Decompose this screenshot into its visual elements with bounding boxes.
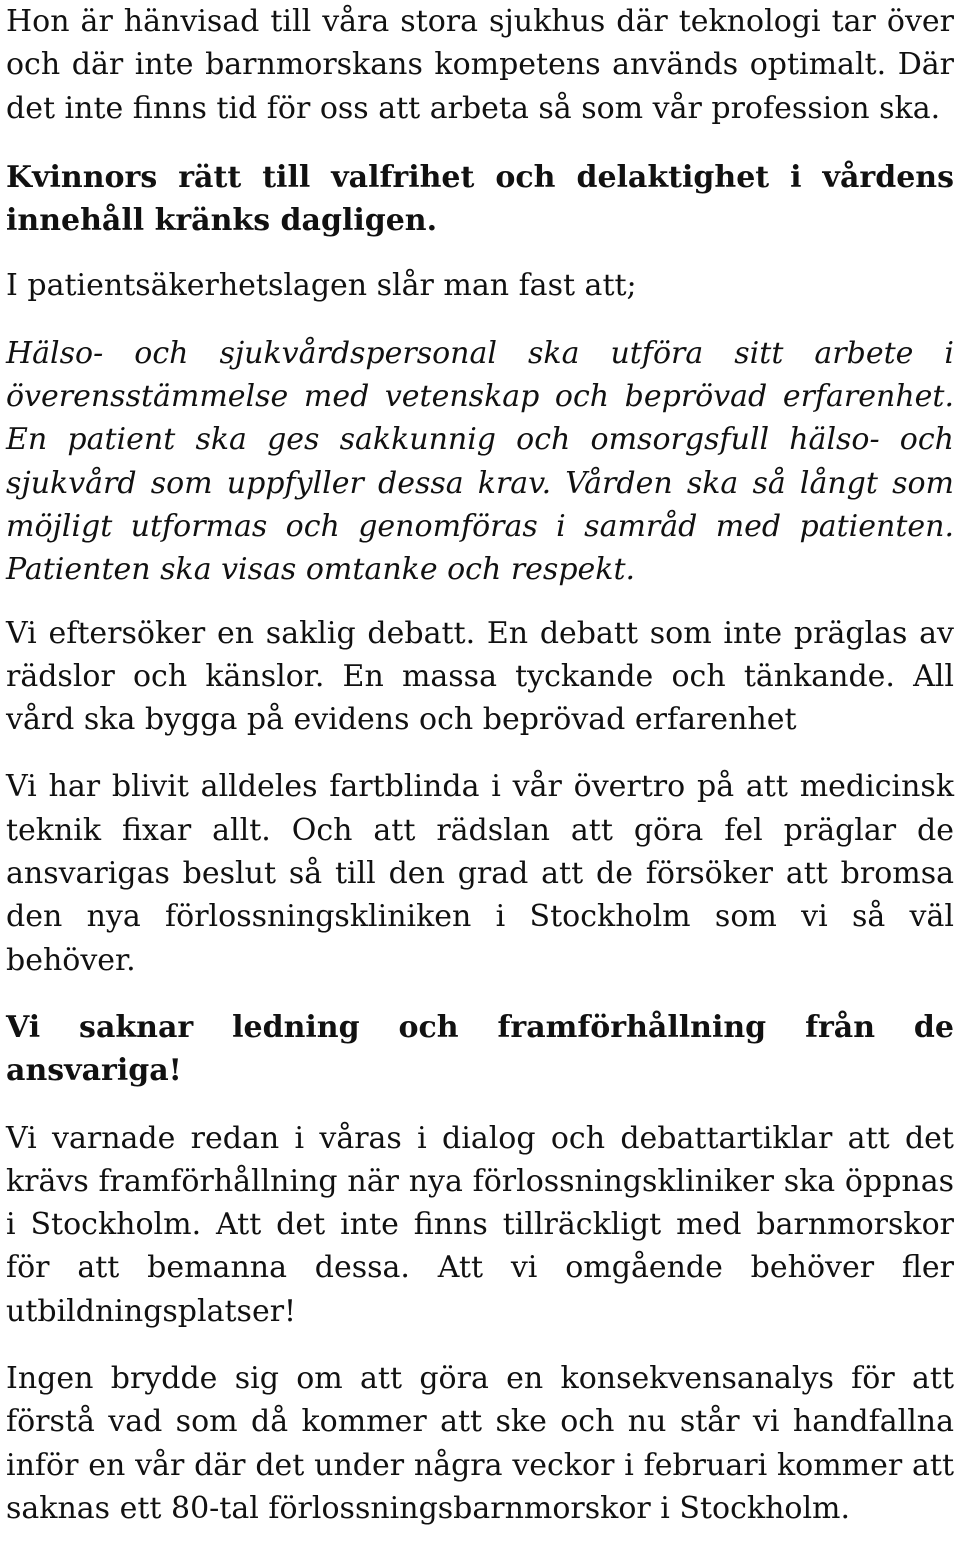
quote-patient-safety-law: Hälso- och sjukvårdspersonal ska utföra sitt arbete i överensstämmelse med vetenskap och beprövad erfarenhet. En patient ska ges sakkunnig och omsorgsfull hälso- och sjukvård som uppfyller dessa krav. Vården ska så långt som möjligt utformas och genomföras i samråd med patienten. Patienten ska visas omtanke och respekt. <box>6 335 954 588</box>
heading-womens-rights: Kvinnors rätt till valfrihet och delaktighet i vårdens innehåll kränks dagligen. <box>6 159 954 239</box>
paragraph-factual-debate: Vi eftersöker en saklig debatt. En debatt som inte präglas av rädslor och känslor. En massa tyckande och tänkande. All vård ska bygga på evidens och beprövad erfarenhet <box>6 615 954 738</box>
paragraph-no-consequence-analysis: Ingen brydde sig om att göra en konsekvensanalys för att förstå vad som då kommer att ske och nu står vi handfallna inför en vår där det under några veckor i februari kommer att saknas ett 80-tal förlossningsbarnmorskor i Stockholm. <box>6 1361 954 1526</box>
paragraph-warning-spring: Vi varnade redan i våras i dialog och debattartiklar att det krävs framförhållning när nya förlossningskliniker ska öppnas i Stockholm. Att det inte finns tillräckligt med barnmorskor för att bemanna dessa. Att vi omgående behöver fler utbildningsplatser! <box>6 1120 954 1329</box>
paragraph-patient-safety-intro: I patientsäkerhetslagen slår man fast att; <box>6 268 637 304</box>
paragraph-hospital-technology: Hon är hänvisad till våra stora sjukhus där teknologi tar över och där inte barnmorskans kompetens används optimalt. Där det inte finns tid för oss att arbeta så som vår profession ska. <box>6 4 954 126</box>
heading-lack-of-leadership: Vi saknar ledning och framförhållning från de ansvariga! <box>6 1009 954 1089</box>
paragraph-technology-overconfidence: Vi har blivit alldeles fartblinda i vår övertro på att medicinsk teknik fixar allt. Och att rädslan att göra fel präglar de ansvarigas beslut så till den grad att de försöker att bromsa den nya förlossningskliniken i Stockholm som vi så väl behöver. <box>6 769 954 978</box>
document-page <box>6 0 954 1530</box>
